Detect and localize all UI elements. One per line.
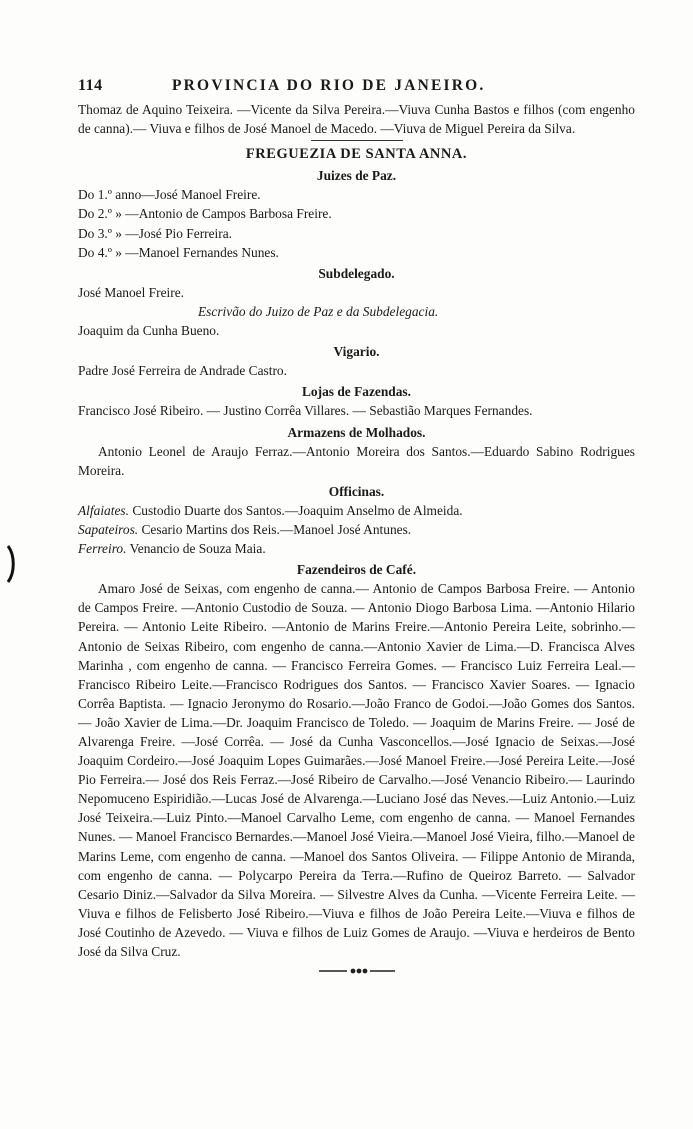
lojas-text: Francisco José Ribeiro. — Justino Corrêa Villares. — Sebastião Marques Fernandes. bbox=[78, 403, 533, 419]
juiz-row: Do 3.º » —José Pio Ferreira. bbox=[78, 225, 233, 241]
page-number: 114 bbox=[78, 77, 103, 94]
section-divider bbox=[311, 140, 403, 141]
subdelegado-heading: Subdelegado. bbox=[318, 265, 395, 281]
end-ornament-icon bbox=[317, 967, 397, 975]
officinas-heading: Officinas. bbox=[328, 483, 385, 499]
clerk-name: Joaquim da Cunha Bueno. bbox=[78, 323, 220, 339]
subdelegado-name: José Manoel Freire. bbox=[78, 284, 184, 300]
page-header bbox=[78, 76, 635, 98]
officina-names: Cesario Martins dos Reis.—Manoel José Antunes. bbox=[141, 521, 412, 537]
vigario-name: Padre José Ferreira de Andrade Castro. bbox=[78, 363, 287, 379]
officina-label: Alfaiates. bbox=[78, 502, 129, 518]
juiz-row: Do 4.º » —Manoel Fernandes Nunes. bbox=[78, 244, 279, 260]
armazens-text: Antonio Leonel de Araujo Ferraz.—Antonio Moreira dos Santos.—Eduardo Sabino Rodrigues Moreira. bbox=[78, 443, 635, 478]
clerk-title: Escrivão do Juizo de Paz e da Subdelegacia. bbox=[198, 303, 439, 319]
officina-label: Sapateiros. bbox=[78, 521, 139, 537]
officina-label: Ferreiro. bbox=[78, 541, 127, 557]
officina-names: Venancio de Souza Maia. bbox=[129, 541, 266, 557]
intro-paragraph: Thomaz de Aquino Teixeira. —Vicente da Silva Pereira.—Viuva Cunha Bastos e filhos (com engenho de canna).— Viuva e filhos de José Manoel de Macedo. —Viuva de Miguel Pereira da Silva. bbox=[78, 102, 635, 137]
officina-row bbox=[78, 501, 635, 520]
page bbox=[78, 76, 635, 975]
officina-names: Custodio Duarte dos Santos.—Joaquim Anselmo de Almeida. bbox=[132, 502, 463, 518]
juiz-row: Do 2.º » —Antonio de Campos Barbosa Freire. bbox=[78, 206, 332, 222]
armazens-heading: Armazens de Molhados. bbox=[287, 424, 426, 440]
fazendeiros-text: Amaro José de Seixas, com engenho de canna.— Antonio de Campos Barbosa Freire. — Antonio de Campos Freire. —Antonio Custodio de Souza. — Antonio Diogo Barbosa Lima. —Antonio Hilario Pereira. — Antonio Leite Ribeiro. —Antonio de Marins Freire.—Antonio Pereira Leite, sobrinho.—Antonio de Seixas Ribeiro, com engenho de canna.—Antonio Xavier de Lima.—D. Francisca Alves Marinha , com engenho de canna. — Francisco Ferreira Gomes. — Francisco Luiz Ferreira Leal.—Francisco Ribeiro Leite.—Francisco Rodrigues dos Santos. — Francisco Xavier Soares. — Ignacio Corrêa Baptista. — Ignacio Jeronymo do Rosario.—João Franco de Godoi.—João Gomes dos Santos.— João Xavier de Lima.—Dr. Joaquim Francisco de Toledo. — Joaquim de Marins Freire. — José de Alvarenga Freire. —José Corrêa. — José da Cunha Vasconcellos.—José Ignacio de Seixas.—José Joaquim Cordeiro.—José Joaquim Lopes Guimarães.—José Manoel Freire.—José Pereira Leite.—José Pio Ferreira.— José dos Reis Ferraz.—José Ribeiro de Carvalho.—José Venancio Ribeiro.— Laurindo Nepomuceno Espiridião.—Lucas José de Alvarenga.—Luciano José das Neves.—Luiz Antonio.—Luiz José Teixeira.—Luiz Pinto.—Manoel Carvalho Leme, com engenho de canna. — Manoel Fernandes Nunes. — Manoel Francisco Bernardes.—Manoel José Vieira.—Manoel José Vieira, filho.—Manoel de Marins Leme, com engenho de canna. —Manoel dos Santos Oliveira. — Filippe Antonio de Miranda, com engenho de canna. — Polycarpo Pereira da Terra.—Rufino de Queiroz Barreto. — Salvador Cesario Diniz.—Salvador da Silva Moreira. — Silvestre Alves da Cunha. —Vicente Ferreira Leite. — Viuva e filhos de Felisberto José Ribeiro.—Viuva e filhos de João Pereira Leite.—Viuva e filhos de José Coutinho de Azevedo. — Viuva e filhos de Luiz Gomes de Araujo. —Viuva e herdeiros de Bento José da Silva Cruz. bbox=[78, 581, 635, 960]
lojas-heading: Lojas de Fazendas. bbox=[302, 384, 411, 400]
vigario-heading: Vigario. bbox=[333, 344, 380, 360]
juizes-heading: Juizes de Paz. bbox=[316, 168, 397, 184]
officina-row bbox=[78, 539, 635, 558]
parish-title: FREGUEZIA DE SANTA ANNA. bbox=[245, 146, 468, 163]
juiz-row: Do 1.º anno—José Manoel Freire. bbox=[78, 187, 261, 203]
fazendeiros-heading: Fazendeiros de Café. bbox=[296, 562, 417, 578]
running-title: PROVINCIA DO RIO DE JANEIRO. bbox=[172, 77, 486, 94]
officina-row bbox=[78, 520, 635, 539]
binding-mark-icon bbox=[6, 545, 16, 583]
